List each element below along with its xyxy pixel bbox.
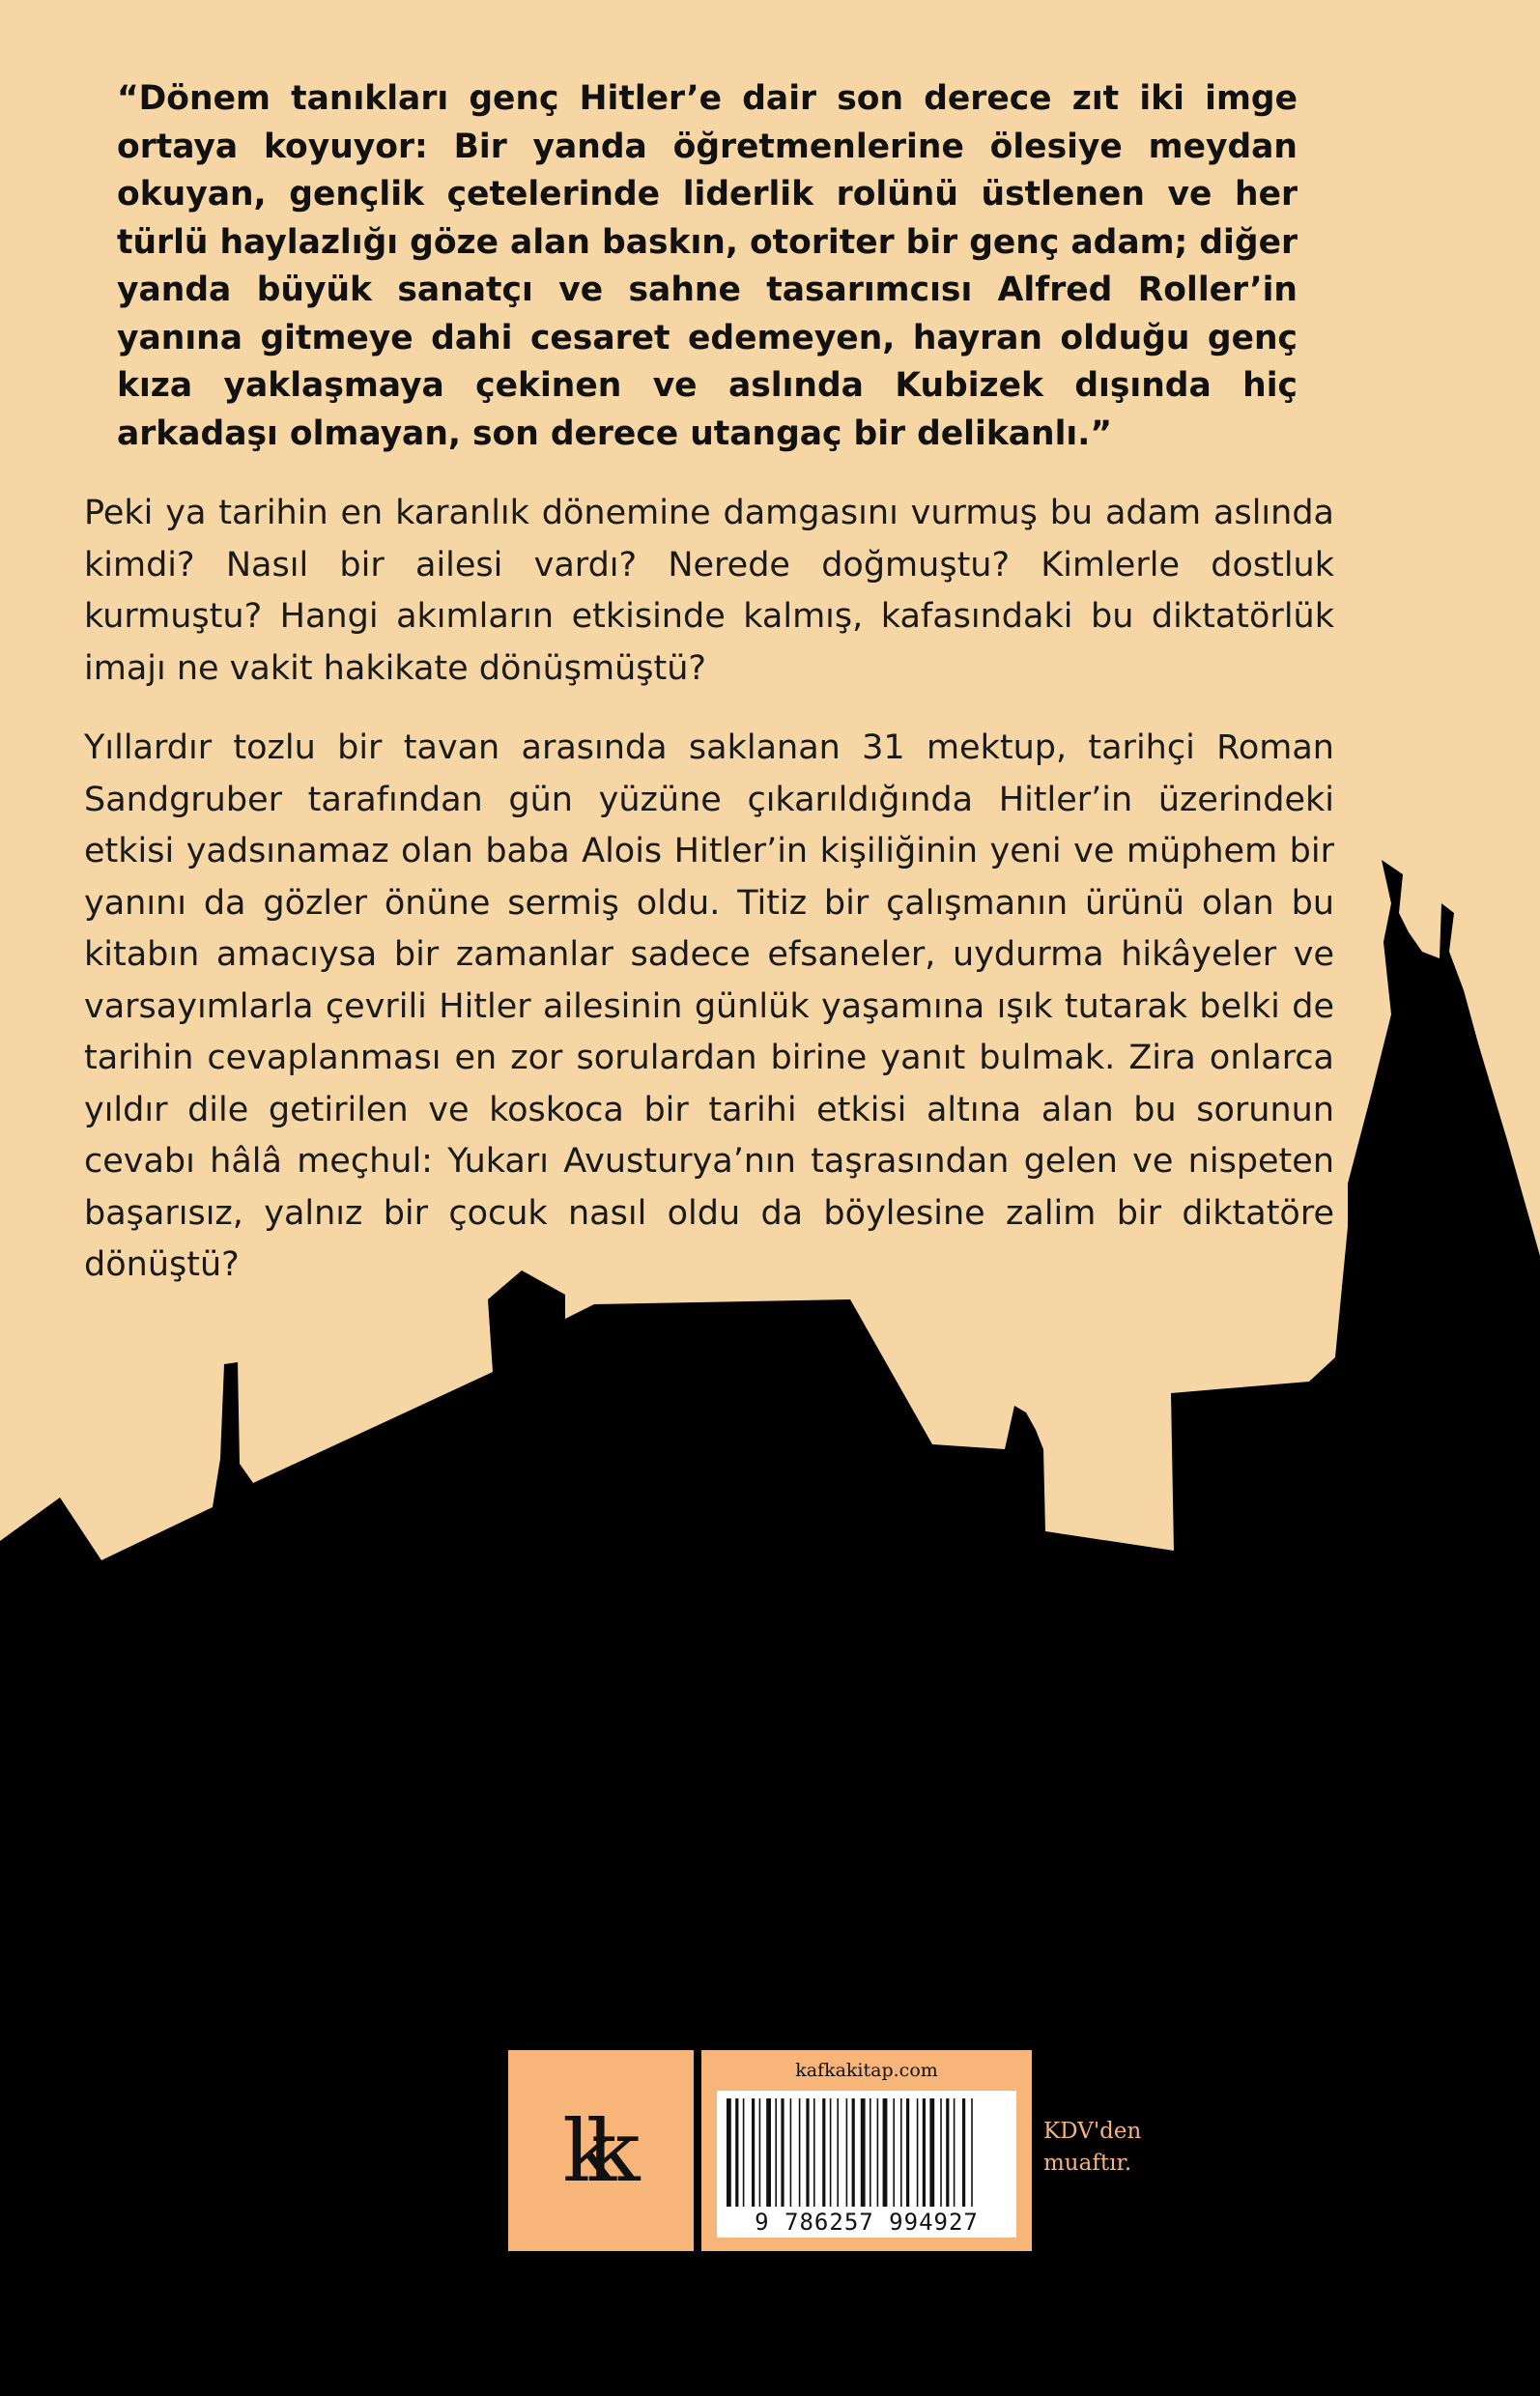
description-paragraph-2: Yıllardır tozlu bir tavan arasında saklanan 31 mektup, tarihçi Roman Sandgruber tarafından gün yüzüne çıkarıldığında Hitler’in üzerindeki etkisi yadsınamaz olan baba Alois Hitler’in kişiliğinin yeni ve müphem bir yanını da gözler önüne sermiş oldu. Titiz bir çalışmanın ürünü olan bu kitabın amacıysa bir zamanlar sadece efsaneler, uydurma hikâyeler ve varsayımlarla çevrili Hitler ailesinin günlük yaşamına ışık tutarak belki de tarihin cevaplanması en zor sorulardan birine yanıt bulmak. Zira onlarca yıldır dile getirilen ve koskoca bir tarihi etkisi altına alan bu sorunun cevabı hâlâ meçhul: Yukarı Avusturya’nın taşrasından gelen ve nispeten başarısız, yalnız bir çocuk nasıl oldu da böylesine zalim bir diktatöre dönüştü? [84,728,1334,1284]
publisher-logo-box [508,2050,694,2251]
isbn-number: 9 786257 994927 [755,2209,979,2236]
barcode-panel [701,2050,1032,2251]
tax-note-line-2: muaftır. [1043,2151,1132,2176]
publisher-logo: kk [561,2100,610,2201]
tax-exempt-note [1043,2116,1159,2180]
pull-quote: “Dönem tanıkları genç Hitler’e dair son derece zıt iki imge ortaya koyuyor: Bir yanda öğretmenlerine ölesiye meydan okuyan, gençlik çetelerinde liderlik rolünü üstlenen ve her türlü haylazlığı göze alan baskın, otoriter bir genç adam; diğer yanda büyük sanatçı ve sahne tasarımcısı Alfred Roller’in yanına gitmeye dahi cesaret edemeyen, hayran olduğu genç kıza yaklaşmaya çekinen ve aslında Kubizek dışında hiç arkadaşı olmayan, son derece utangaç bir delikanlı.” [117,79,1298,453]
barcode-icon [725,2098,1009,2207]
tax-note-line-1: KDV'den [1043,2119,1142,2144]
description-paragraph-1: Peki ya tarihin en karanlık dönemine damgasını vurmuş bu adam aslında kimdi? Nasıl bir ailesi vardı? Nerede doğmuştu? Kimlerle dostluk kurmuştu? Hangi akımların etkisinde kalmış, kafasındaki bu diktatörlük imajı ne vakit hakikate dönüşmüştü? [84,494,1334,688]
publisher-website: kafkakitap.com [795,2060,938,2081]
barcode-label [717,2091,1016,2238]
